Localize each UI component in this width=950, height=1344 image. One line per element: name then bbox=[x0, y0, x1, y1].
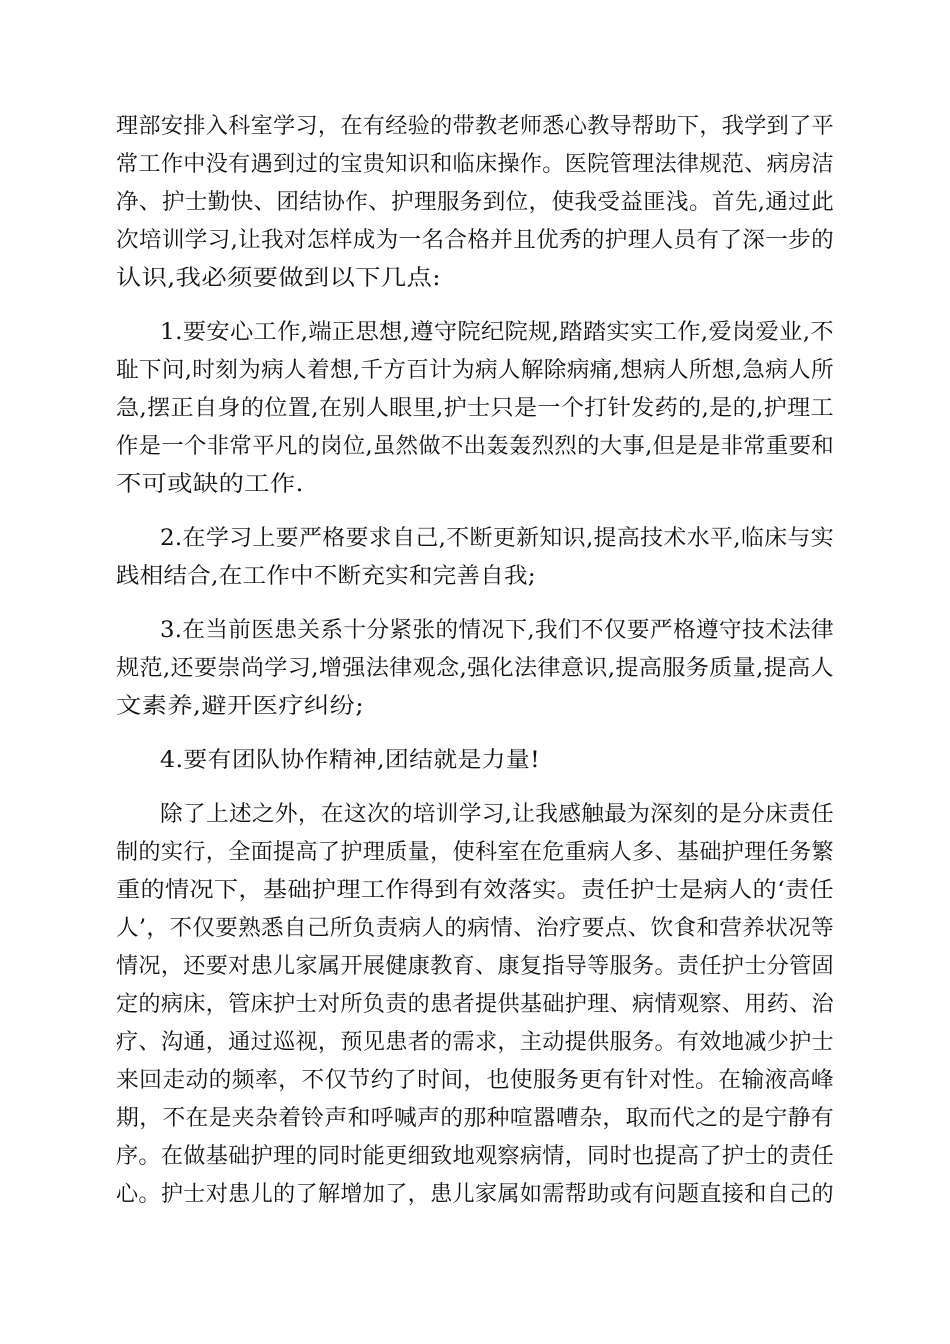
list-item-2-line: 践相结合,在工作中不断充实和完善自我; bbox=[116, 564, 536, 589]
list-item-2-line: 2.在学习上要严格要求自己,不断更新知识,提高技术水平,临床与实 bbox=[160, 526, 834, 551]
paragraph-line: 心。护士对患儿的了解增加了，患儿家属如需帮助或有问题直接和自己的 bbox=[116, 1182, 835, 1207]
list-item-1-line: 1.要安心工作,端正思想,遵守院纪院规,踏踏实实工作,爱岗爱业,不 bbox=[160, 320, 834, 345]
paragraph-line: 期，不在是夹杂着铃声和呼喊声的那种喧嚣嘈杂，取而代之的是宁静有 bbox=[116, 1106, 834, 1131]
paragraph-line: 情况，还要对患儿家属开展健康教育、康复指导等服务。责任护士分管固 bbox=[116, 954, 835, 979]
list-item-1-line: 不可或缺的工作. bbox=[116, 472, 304, 497]
text-line: 净、护士勤快、团结协作、护理服务到位，使我受益匪浅。首先,通过此 bbox=[116, 190, 834, 215]
list-item-1-line: 耻下问,时刻为病人着想,千方百计为病人解除病痛,想病人所想,急病人所 bbox=[116, 358, 834, 383]
text-line: 常工作中没有遇到过的宝贵知识和临床操作。医院管理法律规范、病房洁 bbox=[116, 152, 835, 177]
list-item-4-line: 4.要有团队协作精神,团结就是力量! bbox=[160, 748, 540, 773]
paragraph-line: 人’，不仅要熟悉自己所负责病人的病情、治疗要点、饮食和营养状况等 bbox=[116, 916, 834, 941]
paragraph-line: 定的病床，管床护士对所负责的患者提供基础护理、病情观察、用药、治 bbox=[116, 992, 835, 1017]
paragraph-line: 重的情况下，基础护理工作得到有效落实。责任护士是病人的‘责任 bbox=[116, 878, 835, 903]
list-item-3-line: 文素养,避开医疗纠纷; bbox=[116, 694, 365, 719]
text-line: 理部安排入科室学习，在有经验的带教老师悉心教导帮助下，我学到了平 bbox=[116, 114, 835, 139]
paragraph-line: 疗、沟通，通过巡视，预见患者的需求，主动提供服务。有效地减少护士 bbox=[116, 1030, 835, 1055]
text-line: 认识,我必须要做到以下几点: bbox=[116, 266, 442, 291]
paragraph-line: 来回走动的频率，不仅节约了时间，也使服务更有针对性。在输液高峰 bbox=[116, 1068, 834, 1093]
paragraph-line: 除了上述之外，在这次的培训学习,让我感触最为深刻的是分床责任 bbox=[160, 802, 834, 827]
text-line: 次培训学习,让我对怎样成为一名合格并且优秀的护理人员有了深一步的 bbox=[116, 228, 834, 253]
list-item-1-line: 作是一个非常平凡的岗位,虽然做不出轰轰烈烈的大事,但是是非常重要和 bbox=[116, 434, 834, 459]
paragraph-line: 制的实行，全面提高了护理质量，使科室在危重病人多、基础护理任务繁 bbox=[116, 840, 835, 865]
list-item-1-line: 急,摆正自身的位置,在别人眼里,护士只是一个打针发药的,是的,护理工 bbox=[116, 396, 835, 421]
list-item-3-line: 规范,还要崇尚学习,增强法律观念,强化法律意识,提高服务质量,提高人 bbox=[116, 656, 835, 681]
list-item-3-line: 3.在当前医患关系十分紧张的情况下,我们不仅要严格遵守技术法律 bbox=[160, 618, 834, 643]
paragraph-line: 序。在做基础护理的同时能更细致地观察病情，同时也提高了护士的责任 bbox=[116, 1144, 835, 1169]
